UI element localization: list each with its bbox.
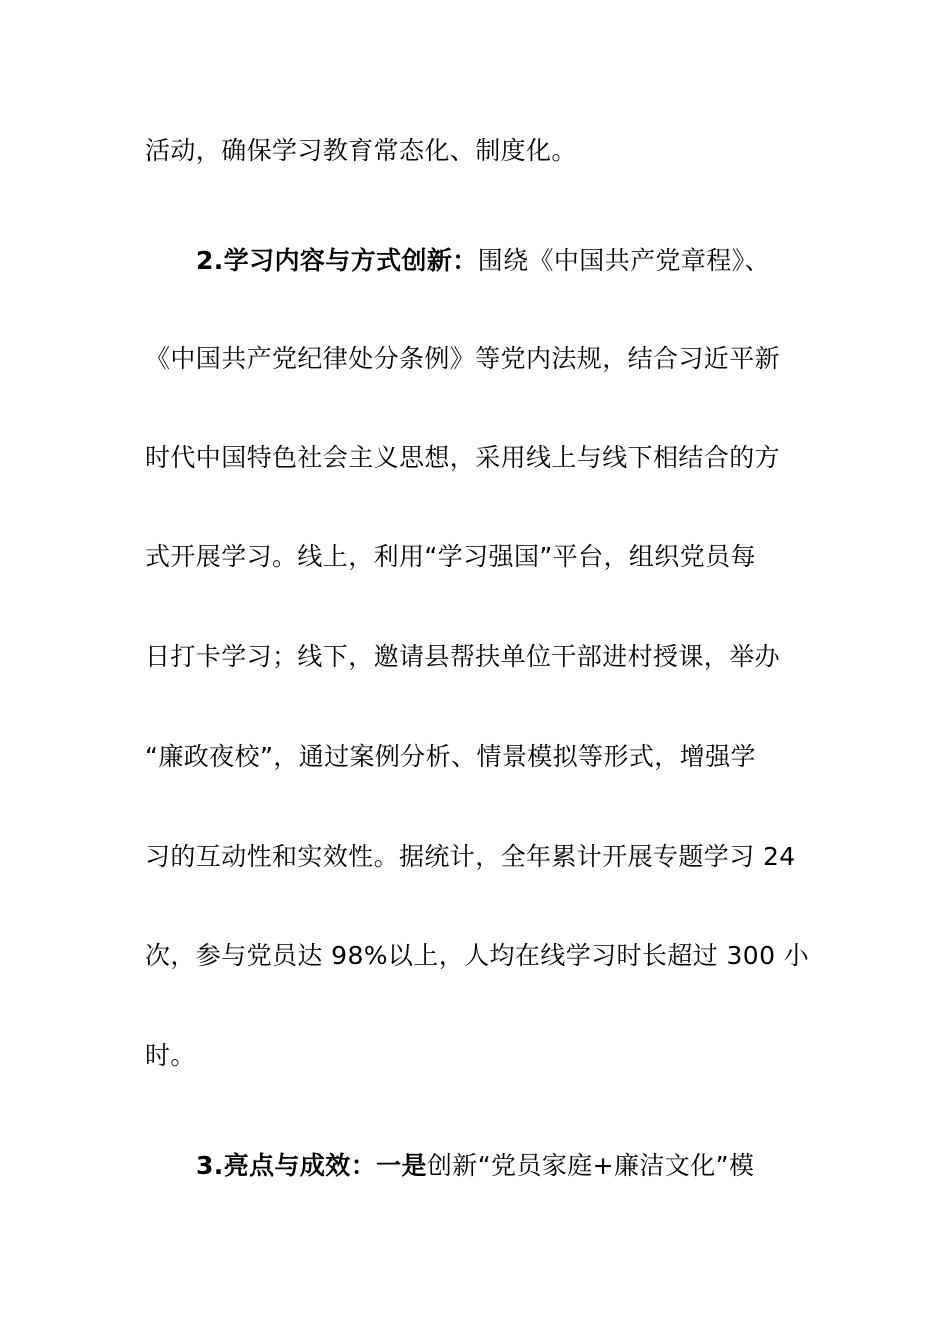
paragraph-3-line-1-text: 创新“党员家庭+廉洁文化”模 <box>426 1151 755 1180</box>
paragraph-2-line-5: 日打卡学习；线下，邀请县帮扶单位干部进村授课，举办 <box>145 642 781 671</box>
paragraph-2-line-2: 《中国共产党纪律处分条例》等党内法规，结合习近平新 <box>145 344 781 373</box>
section-2-heading: 2.学习内容与方式创新： <box>196 246 478 275</box>
paragraph-2-line-7: 习的互动性和实效性。据统计，全年累计开展专题学习 24 <box>145 842 796 871</box>
section-3-heading: 3.亮点与成效： <box>196 1151 377 1180</box>
paragraph-2-line-3: 时代中国特色社会主义思想，采用线上与线下相结合的方 <box>145 443 781 472</box>
paragraph-2-line-6: “廉政夜校”，通过案例分析、情景模拟等形式，增强学 <box>145 742 756 771</box>
paragraph-3-line-1 <box>196 1149 754 1183</box>
paragraph-2-line-4: 式开展学习。线上，利用“学习强国”平台，组织党员每 <box>145 542 756 571</box>
paragraph-2-line-1 <box>196 244 770 278</box>
paragraph-2-line-9: 时。 <box>145 1041 196 1070</box>
paragraph-2-line-1-text: 围绕《中国共产党章程》、 <box>477 246 771 275</box>
paragraph-2-line-8: 次，参与党员达 98%以上，人均在线学习时长超过 300 小 <box>145 941 810 970</box>
paragraph-1-line-1: 活动，确保学习教育常态化、制度化。 <box>145 136 577 165</box>
section-3-emphasis: 一是 <box>376 1151 427 1180</box>
